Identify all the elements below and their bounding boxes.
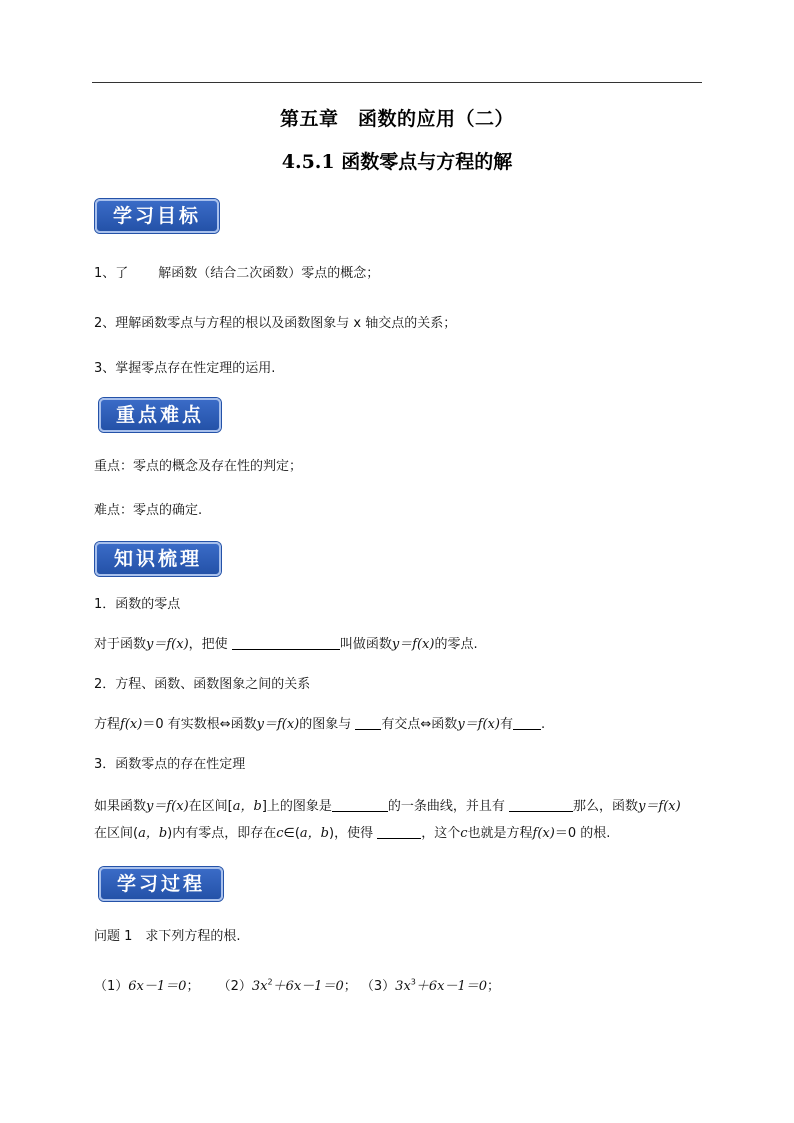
key-points-badge: 重点难点 (99, 398, 221, 432)
fill-blank[interactable] (355, 715, 381, 730)
objective-1: 1、了 解函数（结合二次函数）零点的概念； (94, 266, 380, 281)
knowledge-badge: 知识梳理 (95, 542, 221, 576)
knowledge-para-4: 在区间(a，b)内有零点，即存在c∈(a，b)，使得 ，这个c也就是方程f(x)＝0 的根. (94, 826, 611, 841)
objectives-badge: 学习目标 (95, 199, 219, 233)
fill-blank[interactable] (513, 715, 541, 730)
fill-blank[interactable] (509, 797, 573, 812)
question-1: 问题 1 求下列方程的根. (94, 929, 241, 944)
knowledge-para-1: 对于函数y＝f(x)，把使 叫做函数y＝f(x)的零点. (94, 637, 478, 652)
objective-2: 2、理解函数零点与方程的根以及函数图象与 x 轴交点的关系； (94, 316, 457, 331)
fill-blank[interactable] (377, 824, 421, 839)
equations-row: （1）6x－1＝0； $(2)3x^2+6x-1=0$； $(3)3x^3+6x-1=0$； (94, 977, 501, 994)
knowledge-heading-2: 2．方程、函数、函数图象之间的关系 (94, 677, 311, 692)
knowledge-heading-3: 3．函数零点的存在性定理 (94, 757, 246, 772)
section-title: 4.5.1 函数零点与方程的解 (281, 151, 513, 173)
header-rule (92, 82, 702, 83)
knowledge-para-2: 方程f(x)＝0 有实数根⇔函数y＝f(x)的图象与 有交点⇔函数y＝f(x)有 . (94, 717, 546, 732)
knowledge-para-3: 如果函数y＝f(x)在区间[a，b]上的图象是 的一条曲线，并且有 那么，函数y＝f(x) (94, 799, 681, 814)
chapter-title: 第五章 函数的应用（二） (279, 108, 514, 130)
difficulty-point: 难点：零点的确定. (94, 503, 203, 518)
knowledge-heading-1: 1．函数的零点 (94, 597, 181, 612)
fill-blank[interactable] (232, 635, 340, 650)
objective-3: 3、掌握零点存在性定理的运用. (94, 361, 276, 376)
process-badge: 学习过程 (99, 867, 223, 901)
fill-blank[interactable] (332, 797, 388, 812)
focus-point: 重点：零点的概念及存在性的判定； (94, 459, 303, 474)
